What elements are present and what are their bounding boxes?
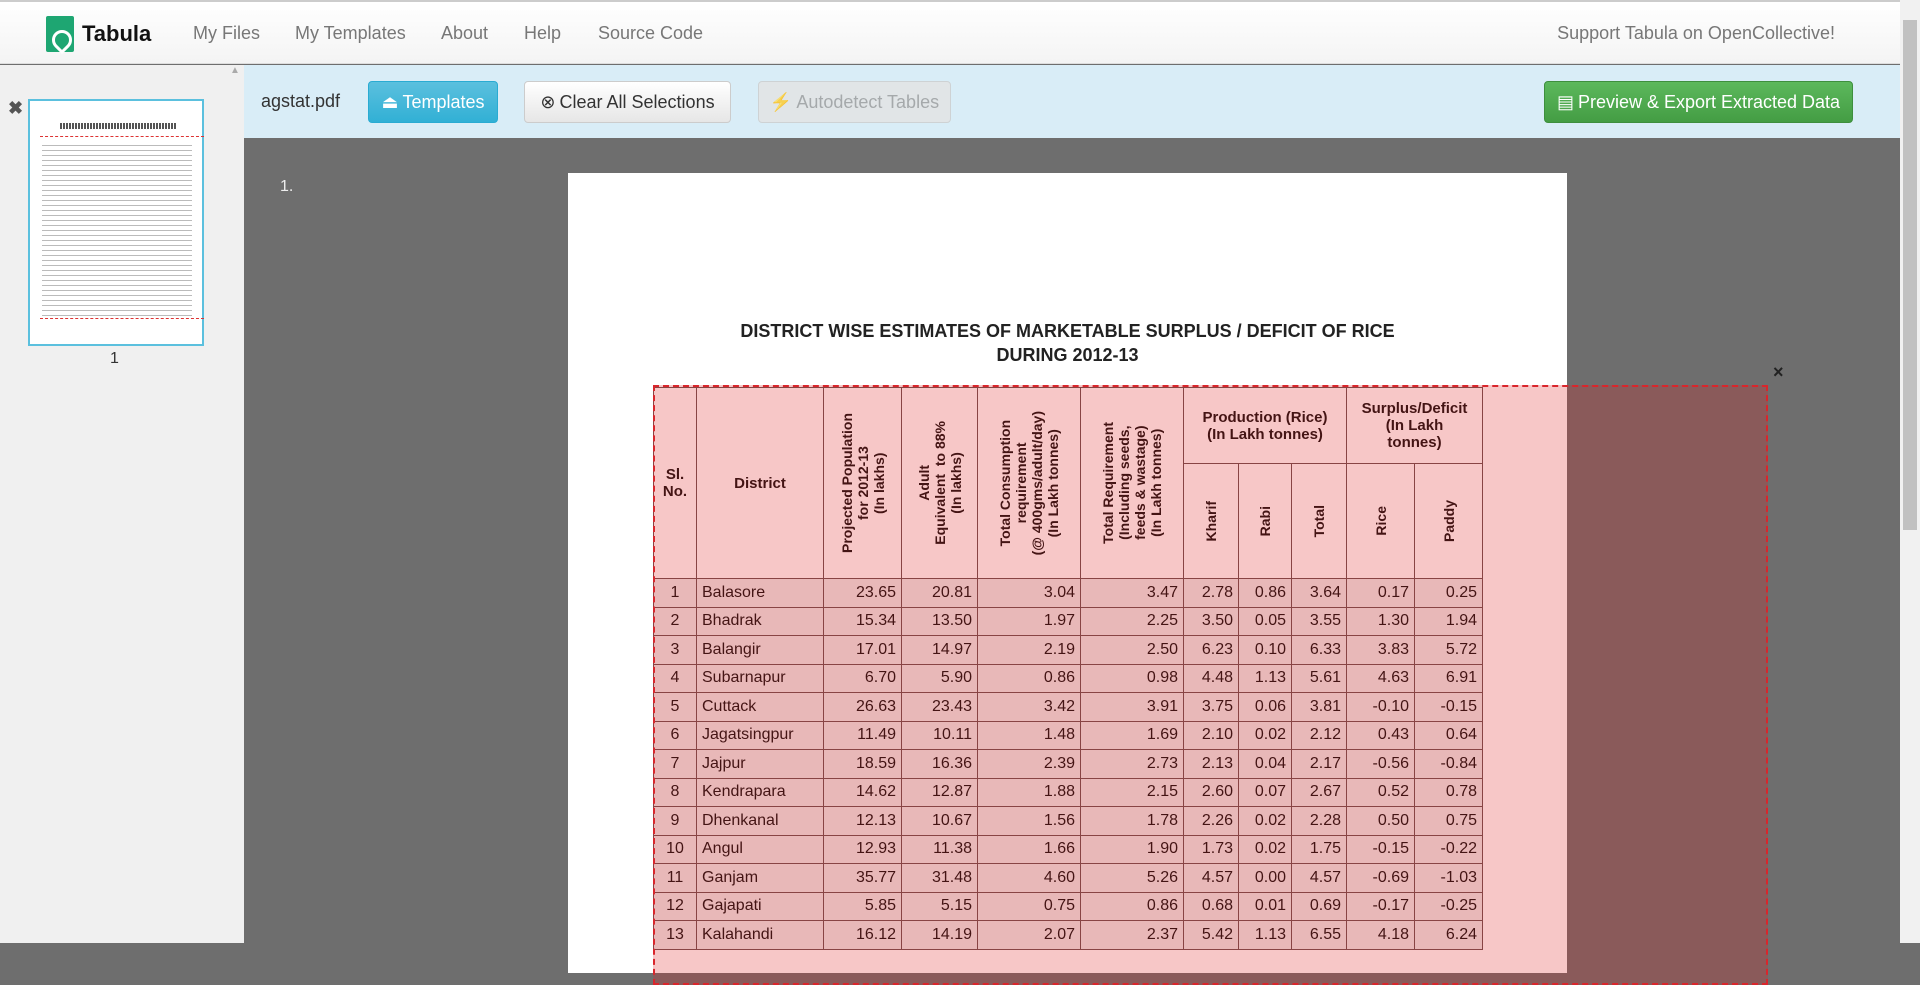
table-cell: 0.69 (1292, 892, 1347, 921)
table-cell: 7 (654, 750, 697, 779)
table-cell: 2.15 (1081, 778, 1184, 807)
table-cell: 14.19 (902, 921, 978, 950)
table-cell: 1.69 (1081, 721, 1184, 750)
table-cell: 2.78 (1184, 579, 1239, 608)
table-cell: 14.97 (902, 636, 978, 665)
table-cell: -0.15 (1347, 835, 1415, 864)
table-cell: -0.56 (1347, 750, 1415, 779)
table-cell: 1.94 (1415, 607, 1483, 636)
table-cell: Jagatsingpur (697, 721, 824, 750)
table-cell: 8 (654, 778, 697, 807)
table-cell: 1.97 (978, 607, 1081, 636)
table-cell: 15.34 (824, 607, 902, 636)
table-cell: 6.55 (1292, 921, 1347, 950)
table-cell: 3.83 (1347, 636, 1415, 665)
table-cell: 2.37 (1081, 921, 1184, 950)
autodetect-tables-button[interactable] (758, 81, 951, 123)
table-cell: Balasore (697, 579, 824, 608)
table-cell: 3.55 (1292, 607, 1347, 636)
templates-label: Templates (402, 91, 485, 112)
close-circle-icon: ⊗ (540, 91, 556, 112)
table-cell: 17.01 (824, 636, 902, 665)
table-cell: -0.22 (1415, 835, 1483, 864)
table-cell: 3.75 (1184, 693, 1239, 722)
page-scrollbar[interactable] (1900, 0, 1920, 943)
table-cell: -0.25 (1415, 892, 1483, 921)
table-cell: 2 (654, 607, 697, 636)
table-cell: Gajapati (697, 892, 824, 921)
table-icon: ▤ (1556, 91, 1574, 112)
header-total: Total (1311, 504, 1327, 538)
table-cell: 4.63 (1347, 664, 1415, 693)
table-cell: 1 (654, 579, 697, 608)
table-cell: 0.02 (1239, 835, 1292, 864)
header-rabi: Rabi (1257, 505, 1273, 537)
table-cell: 20.81 (902, 579, 978, 608)
table-cell: 5.90 (902, 664, 978, 693)
table-cell: 11.38 (902, 835, 978, 864)
templates-icon: ⏏ (381, 91, 399, 112)
table-cell: 6.91 (1415, 664, 1483, 693)
table-cell: 0.06 (1239, 693, 1292, 722)
table-cell: 2.50 (1081, 636, 1184, 665)
clear-label: Clear All Selections (559, 91, 715, 112)
table-cell: 0.25 (1415, 579, 1483, 608)
table-cell: 18.59 (824, 750, 902, 779)
table-cell: 6.33 (1292, 636, 1347, 665)
brand[interactable] (46, 16, 151, 52)
table-cell: 0.75 (1415, 807, 1483, 836)
table-cell: 0.05 (1239, 607, 1292, 636)
page-number: 1. (280, 178, 294, 195)
table-cell: 0.07 (1239, 778, 1292, 807)
table-cell: 3.47 (1081, 579, 1184, 608)
header-requirement: Total Requirement (Including seeds, feeds & wastage) (In Lakh tonnes) (1100, 422, 1164, 544)
table-cell: 0.17 (1347, 579, 1415, 608)
table-cell: 0.02 (1239, 721, 1292, 750)
table-cell: 5.72 (1415, 636, 1483, 665)
table-cell: 0.04 (1239, 750, 1292, 779)
scrollbar-thumb[interactable] (1903, 20, 1917, 530)
table-cell: 3.42 (978, 693, 1081, 722)
header-slno: Sl. No. (654, 388, 697, 579)
table-cell: -0.10 (1347, 693, 1415, 722)
table-cell: Kendrapara (697, 778, 824, 807)
table-cell: 4.60 (978, 864, 1081, 893)
remove-selection-icon[interactable]: × (1773, 362, 1784, 382)
table-cell: Subarnapur (697, 664, 824, 693)
templates-button[interactable] (368, 81, 498, 123)
table-cell: 14.62 (824, 778, 902, 807)
preview-export-button[interactable] (1544, 81, 1853, 123)
table-cell: 2.13 (1184, 750, 1239, 779)
table-cell: 3 (654, 636, 697, 665)
support-link[interactable]: Support Tabula on OpenCollective! (1557, 23, 1835, 43)
table-cell: Cuttack (697, 693, 824, 722)
table-cell: 0.75 (978, 892, 1081, 921)
doc-title-line2: DURING 2012-13 (996, 345, 1139, 365)
navbar (0, 0, 1920, 64)
table-cell: 1.13 (1239, 664, 1292, 693)
table-cell: -0.17 (1347, 892, 1415, 921)
table-cell: 2.60 (1184, 778, 1239, 807)
table-cell: 0.64 (1415, 721, 1483, 750)
table-cell: 35.77 (824, 864, 902, 893)
table-cell: 2.28 (1292, 807, 1347, 836)
table-cell: 2.26 (1184, 807, 1239, 836)
table-cell: Balangir (697, 636, 824, 665)
table-cell: -0.84 (1415, 750, 1483, 779)
table-cell: 2.07 (978, 921, 1081, 950)
table-cell: 13.50 (902, 607, 978, 636)
table-cell: 16.36 (902, 750, 978, 779)
table-cell: 1.73 (1184, 835, 1239, 864)
table-cell: 6.70 (824, 664, 902, 693)
table-cell: 1.13 (1239, 921, 1292, 950)
table-cell: 2.39 (978, 750, 1081, 779)
header-kharif: Kharif (1203, 500, 1219, 542)
header-consumption: Total Consumption requirement (@ 400gms/adult/day) (In Lakh tonnes) (997, 410, 1061, 556)
file-name: agstat.pdf (261, 91, 341, 111)
toolbar (244, 65, 1900, 138)
table-cell: -0.69 (1347, 864, 1415, 893)
header-population: Projected Population for 2012-13 (In lakhs) (838, 412, 887, 553)
table-cell: 1.48 (978, 721, 1081, 750)
table-cell: Ganjam (697, 864, 824, 893)
table-cell: 2.73 (1081, 750, 1184, 779)
table-cell: 2.19 (978, 636, 1081, 665)
table-cell: -1.03 (1415, 864, 1483, 893)
header-paddy: Paddy (1440, 499, 1457, 542)
table-cell: 13 (654, 921, 697, 950)
header-rice: Rice (1372, 506, 1389, 536)
table-cell: 6 (654, 721, 697, 750)
table-cell: 0.86 (978, 664, 1081, 693)
table-cell: 2.10 (1184, 721, 1239, 750)
table-cell: Jajpur (697, 750, 824, 779)
table-cell: 0.86 (1239, 579, 1292, 608)
table-cell: 0.10 (1239, 636, 1292, 665)
table-cell: Angul (697, 835, 824, 864)
table-cell: 1.88 (978, 778, 1081, 807)
table-cell: 23.65 (824, 579, 902, 608)
table-cell: 2.17 (1292, 750, 1347, 779)
table-cell: 6.24 (1415, 921, 1483, 950)
table-cell: 1.75 (1292, 835, 1347, 864)
table-cell: 5.42 (1184, 921, 1239, 950)
table-cell: Bhadrak (697, 607, 824, 636)
table-cell: 4.48 (1184, 664, 1239, 693)
table-cell: 12.13 (824, 807, 902, 836)
tabula-logo-icon (46, 16, 74, 52)
lightning-icon: ⚡ (769, 91, 793, 112)
table-cell: 0.86 (1081, 892, 1184, 921)
table-cell: 12.93 (824, 835, 902, 864)
table-cell: 0.00 (1239, 864, 1292, 893)
table-selection[interactable] (653, 385, 1768, 985)
nav-my-templates[interactable]: My Templates (295, 23, 406, 43)
sidebar-scrollbar[interactable]: ▲ (226, 65, 244, 943)
table-cell: -0.15 (1415, 693, 1483, 722)
table-cell: 0.68 (1184, 892, 1239, 921)
table-cell: 1.66 (978, 835, 1081, 864)
table-cell: 11.49 (824, 721, 902, 750)
nav-help[interactable]: Help (524, 23, 562, 43)
nav-source-code[interactable]: Source Code (598, 23, 704, 43)
nav-about[interactable]: About (441, 23, 489, 43)
table-cell: 0.52 (1347, 778, 1415, 807)
table-cell: 3.81 (1292, 693, 1347, 722)
table-cell: 5.15 (902, 892, 978, 921)
table-cell: 5.61 (1292, 664, 1347, 693)
table-cell: 3.91 (1081, 693, 1184, 722)
table-cell: 0.02 (1239, 807, 1292, 836)
header-district: District (697, 388, 824, 579)
table-cell: Dhenkanal (697, 807, 824, 836)
table-cell: 4.18 (1347, 921, 1415, 950)
table-cell: 4.57 (1292, 864, 1347, 893)
table-cell: 31.48 (902, 864, 978, 893)
page-thumbnail[interactable] (28, 99, 204, 346)
table-cell: 4 (654, 664, 697, 693)
table-cell: 0.98 (1081, 664, 1184, 693)
thumbnail-title (60, 123, 176, 129)
export-label: Preview & Export Extracted Data (1577, 91, 1841, 112)
header-adult: Adult Equivalent to 88% (In lakhs) (915, 421, 964, 545)
table-cell: 12 (654, 892, 697, 921)
remove-page-icon[interactable]: ✖ (8, 98, 24, 118)
table-cell: 23.43 (902, 693, 978, 722)
table-cell: 2.25 (1081, 607, 1184, 636)
table-cell: 4.57 (1184, 864, 1239, 893)
table-cell: 10.67 (902, 807, 978, 836)
table-cell: 11 (654, 864, 697, 893)
table-cell: 26.63 (824, 693, 902, 722)
table-cell: 5.85 (824, 892, 902, 921)
table-cell: 0.50 (1347, 807, 1415, 836)
table-cell: 3.64 (1292, 579, 1347, 608)
table-cell: 5 (654, 693, 697, 722)
table-cell: 1.90 (1081, 835, 1184, 864)
table-cell: 0.01 (1239, 892, 1292, 921)
table-cell: 2.67 (1292, 778, 1347, 807)
table-cell: 3.04 (978, 579, 1081, 608)
table-cell: 0.43 (1347, 721, 1415, 750)
table-cell: Kalahandi (697, 921, 824, 950)
table-cell: 5.26 (1081, 864, 1184, 893)
thumbnail-selection (40, 136, 204, 319)
clear-all-selections-button[interactable] (524, 81, 731, 123)
autodetect-label: Autodetect Tables (796, 91, 940, 112)
table-cell: 12.87 (902, 778, 978, 807)
brand-name: Tabula (82, 21, 152, 46)
header-surplus: Surplus/Deficit (In Lakh tonnes) (1347, 388, 1483, 464)
table-cell: 2.12 (1292, 721, 1347, 750)
table-cell: 16.12 (824, 921, 902, 950)
table-cell: 6.23 (1184, 636, 1239, 665)
table-cell: 1.78 (1081, 807, 1184, 836)
table-cell: 1.30 (1347, 607, 1415, 636)
table-cell: 3.50 (1184, 607, 1239, 636)
table-cell: 1.56 (978, 807, 1081, 836)
table-cell: 9 (654, 807, 697, 836)
table-cell: 10.11 (902, 721, 978, 750)
thumbnail-page-number: 1 (110, 350, 119, 367)
table-cell: 0.78 (1415, 778, 1483, 807)
doc-title-line1: DISTRICT WISE ESTIMATES OF MARKETABLE SURPLUS / DEFICIT OF RICE (740, 321, 1395, 341)
nav-my-files[interactable]: My Files (193, 23, 260, 43)
header-production: Production (Rice) (In Lakh tonnes) (1184, 388, 1347, 464)
table-cell: 10 (654, 835, 697, 864)
